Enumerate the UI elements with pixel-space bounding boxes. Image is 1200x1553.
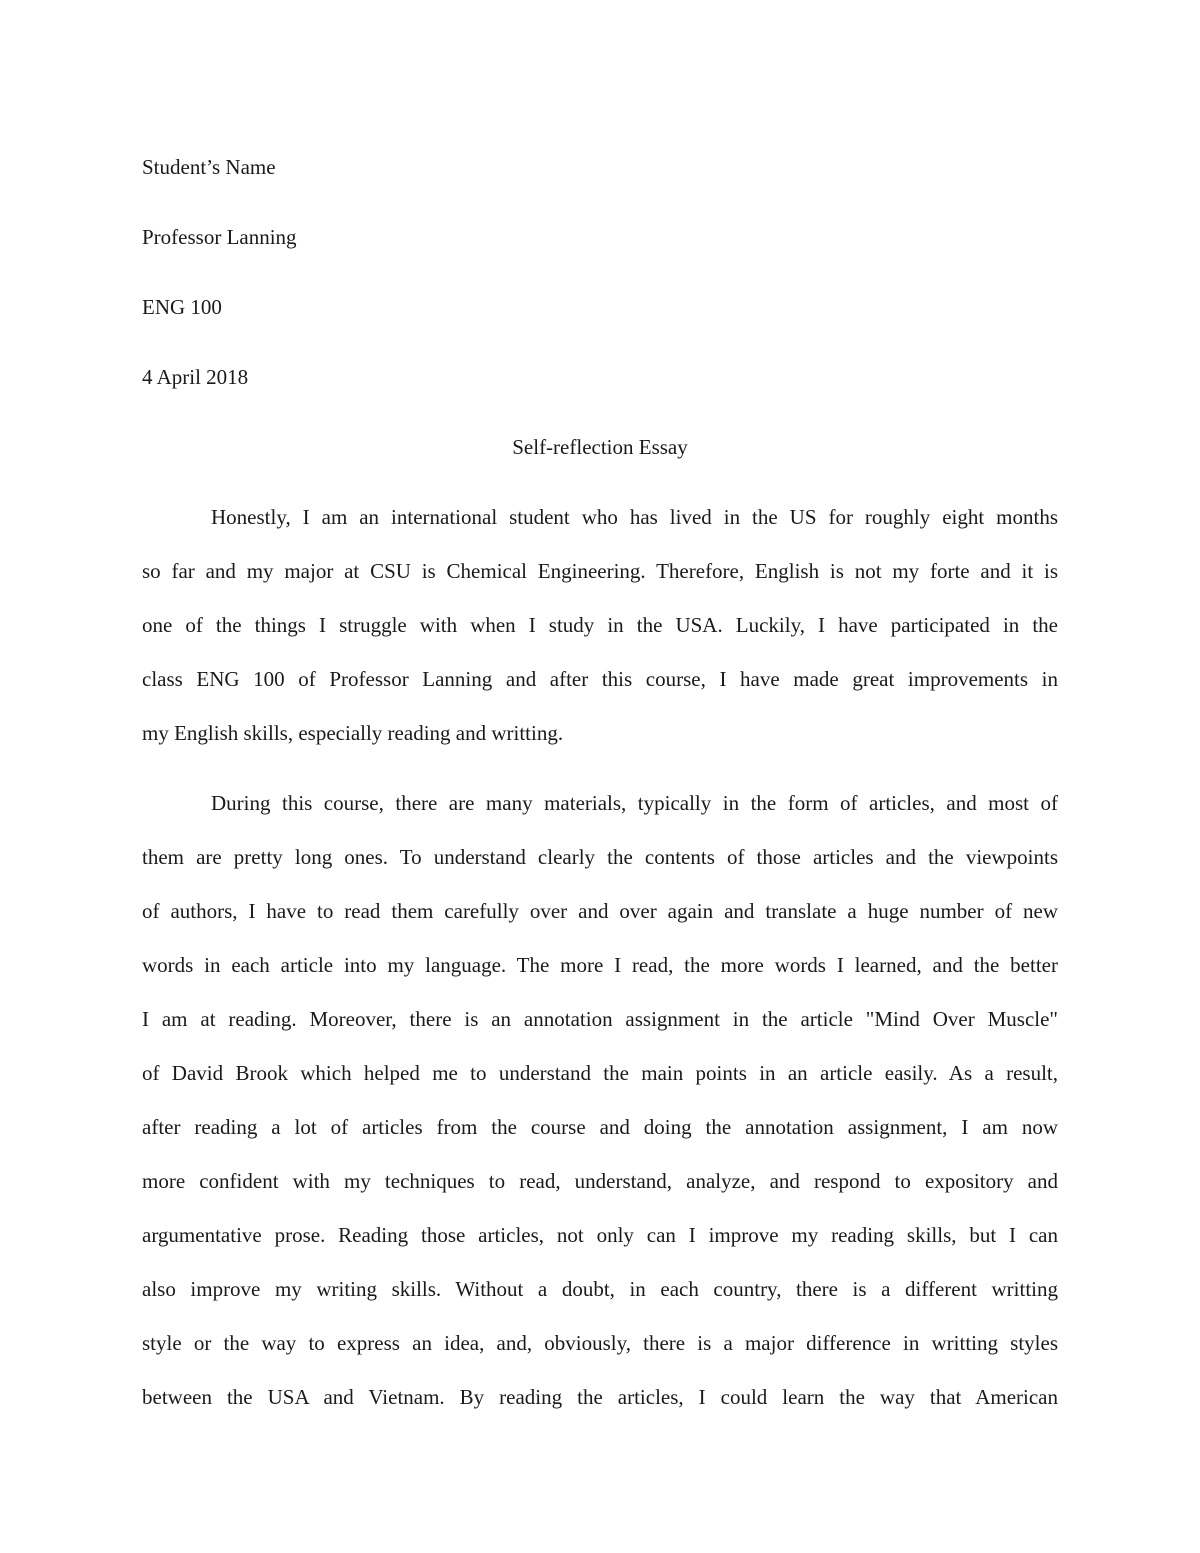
essay-title: Self-reflection Essay (512, 435, 688, 459)
paragraph-line: so far and my major at CSU is Chemical Engineering. Therefore, English is not my forte and it is (142, 559, 1058, 583)
paragraph-line: of David Brook which helped me to understand the main points in an article easily. As a result, (142, 1061, 1058, 1085)
paragraph-line: words in each article into my language. The more I read, the more words I learned, and the better (142, 953, 1058, 977)
paragraph-line: them are pretty long ones. To understand clearly the contents of those articles and the viewpoints (142, 845, 1058, 869)
paragraph-line: During this course, there are many materials, typically in the form of articles, and most of (211, 791, 1058, 815)
paragraph-2 (142, 776, 1058, 1424)
student-name: Student’s Name (142, 155, 276, 179)
paragraph-line: between the USA and Vietnam. By reading the articles, I could learn the way that American (142, 1385, 1058, 1409)
paragraph-line: argumentative prose. Reading those articles, not only can I improve my reading skills, but I can (142, 1223, 1058, 1247)
paragraph-1 (142, 490, 1058, 760)
professor-name: Professor Lanning (142, 225, 297, 249)
paragraph-line: I am at reading. Moreover, there is an annotation assignment in the article "Mind Over Muscle" (142, 1007, 1058, 1031)
paragraph-line: style or the way to express an idea, and, obviously, there is a major difference in writting styles (142, 1331, 1058, 1355)
essay-date: 4 April 2018 (142, 365, 249, 389)
course-name: ENG 100 (142, 295, 222, 319)
paragraph-line: more confident with my techniques to read, understand, analyze, and respond to expository and (142, 1169, 1058, 1193)
paragraph-line: of authors, I have to read them carefully over and over again and translate a huge number of new (142, 899, 1058, 923)
paragraph-line: Honestly, I am an international student who has lived in the US for roughly eight months (211, 505, 1058, 529)
essay-body (142, 140, 1058, 1424)
paragraph-line: one of the things I struggle with when I study in the USA. Luckily, I have participated in the (142, 613, 1058, 637)
paragraph-line: also improve my writing skills. Without a doubt, in each country, there is a different writting (142, 1277, 1058, 1301)
paragraph-line: class ENG 100 of Professor Lanning and after this course, I have made great improvements in (142, 667, 1058, 691)
paragraph-line: after reading a lot of articles from the course and doing the annotation assignment, I am now (142, 1115, 1058, 1139)
paragraph-line: my English skills, especially reading and writting. (142, 721, 564, 745)
